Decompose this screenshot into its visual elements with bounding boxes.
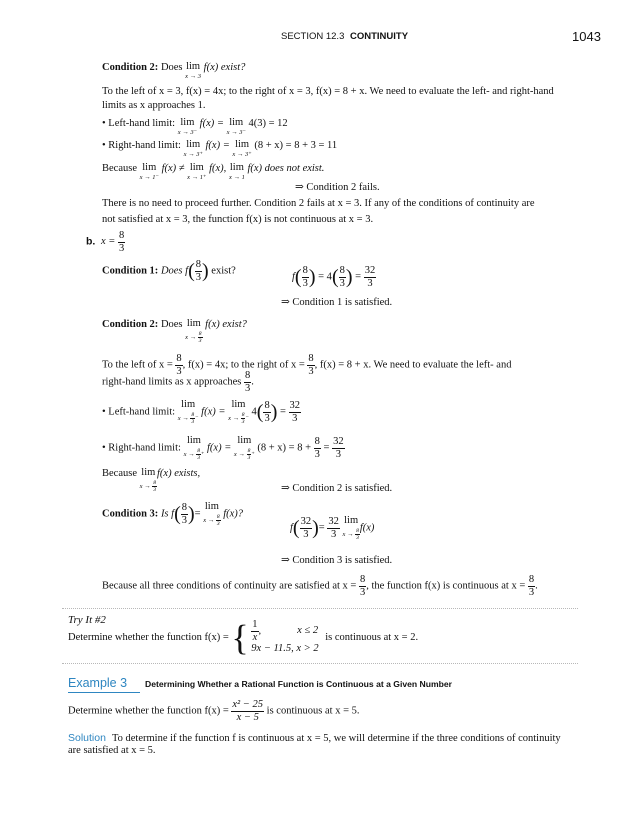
text: f(x) does not exist. (247, 163, 325, 174)
label: • Right-hand limit: (102, 140, 181, 151)
cond-label: Condition 2: (102, 319, 159, 330)
b-cond3-result: ⇒ Condition 3 is satisfied. (281, 555, 393, 566)
text: f(x) = (201, 406, 226, 418)
try-it-top-rule (62, 608, 578, 609)
part-label: b. (86, 235, 96, 248)
lim: lim (181, 399, 196, 410)
denominator: 3 (528, 586, 535, 598)
denominator: 3 (314, 448, 320, 460)
numerator: 32 (289, 400, 301, 411)
text: To determine if the function f is continuous at x = 5, we will determine if the three conditions of continuity (111, 733, 561, 744)
a-para2-line1: There is no need to proceed further. Condition 2 fails at x = 3. If any of the conditions of continuity are (102, 198, 535, 209)
example-underline (68, 692, 140, 693)
text: = 4 (318, 271, 332, 283)
numerator: 8 (118, 230, 125, 241)
text: = (355, 271, 362, 283)
denominator: 3 (330, 528, 337, 540)
denominator: 3 (356, 534, 359, 541)
denominator: 3 (302, 277, 308, 289)
numerator: 32 (333, 436, 344, 447)
text: f(x) exists, (157, 468, 201, 479)
text: To the left of x = (102, 359, 173, 371)
denominator: x − 5 (236, 711, 259, 723)
a-para2-line2: not satisfied at x = 3, the function f(x) is not continuous at x = 3. (102, 214, 374, 225)
text: Because (102, 468, 137, 479)
text: Determine whether the function f(x) = (68, 631, 229, 643)
denominator: 3 (195, 271, 201, 283)
cond-label: Condition 3: (102, 508, 159, 520)
b-cond3-equation: f( $\frac{32}{3}$ )= $\frac{32}{3}$ lim x → $\frac{8}{3}$ f(x) (290, 515, 375, 541)
lim-sub: x → 3⁺ (183, 150, 203, 158)
numerator: 32 (364, 265, 376, 276)
text: f (292, 271, 295, 283)
example-title: Determining Whether a Rational Function is Continuous at a Given Number (145, 679, 453, 689)
numerator: 32 (328, 516, 339, 527)
denominator: 3 (335, 448, 341, 460)
section-label (281, 31, 408, 42)
denominator: 3 (198, 337, 202, 344)
denominator: 3 (197, 454, 200, 461)
numerator: 8 (195, 259, 201, 270)
label: • Right-hand limit: (102, 442, 181, 454)
text: Does (160, 319, 183, 330)
denominator: 3 (359, 586, 366, 598)
label: • Left-hand limit: (102, 118, 176, 129)
denominator: 3 (216, 520, 220, 527)
denominator: 3 (241, 418, 245, 425)
numerator: 32 (300, 516, 312, 527)
text: f (290, 522, 293, 534)
denominator: x (252, 631, 258, 643)
numerator: 8 (528, 574, 535, 585)
case-1 (251, 619, 318, 643)
denominator: 3 (292, 412, 298, 424)
text: f(x) exist? (203, 62, 246, 73)
a-left-hand-limit (102, 118, 288, 136)
text: . (535, 580, 538, 592)
lim: lim (344, 515, 359, 526)
lim: lim (204, 501, 219, 512)
b-cond3-question: Condition 3: Is f( $\frac{8}{3}$ )= lim x → $\frac{8}{3}$ f(x)? (102, 501, 244, 527)
text: = (194, 508, 201, 520)
lim: lim (180, 117, 195, 128)
example-question (68, 699, 360, 723)
lim: lim (186, 139, 201, 150)
numerator: 8 (302, 265, 308, 276)
text: Is f (160, 508, 175, 520)
text: , the function f(x) is continuous at x = (366, 580, 526, 592)
text: (8 + x) = 8 + 3 = 11 (254, 140, 338, 151)
denominator: 3 (191, 418, 195, 425)
denominator: 3 (247, 454, 251, 461)
lim: lim (229, 117, 244, 128)
b-para-line2 (102, 370, 254, 394)
numerator: 8 (153, 479, 156, 486)
lim: lim (235, 139, 250, 150)
text: f(x) = (207, 442, 232, 454)
b-cond2-result: ⇒ Condition 2 is satisfied. (281, 483, 393, 494)
lim: lim (186, 435, 201, 446)
text: f(x), (209, 163, 227, 174)
text: f(x) (359, 522, 375, 534)
text: . (251, 376, 254, 388)
page-number: 1043 (572, 29, 601, 44)
text: x ≤ 2 (297, 625, 319, 637)
b-right-hand-limit: • Right-hand limit: lim x → $\frac{8}{3}$ ⁺ f(x) = lim x → $\frac{8}{3}$ ⁺ (8 + x) = 8 + $\frac{8}{3}$ = $\frac{32}{3}$ (102, 435, 344, 461)
numerator: 8 (264, 400, 270, 411)
text: Because (102, 163, 137, 174)
text: = (279, 406, 286, 418)
denominator: 3 (339, 277, 345, 289)
left-brace: { (231, 617, 249, 658)
numerator: 8 (247, 447, 251, 454)
numerator: 8 (308, 353, 314, 364)
text: 4 (251, 406, 257, 418)
b-conclusion (102, 574, 538, 598)
text: f(x) exist? (205, 319, 247, 330)
denominator: 3 (367, 277, 373, 289)
numerator: 8 (356, 527, 359, 534)
text: f(x)? (223, 508, 244, 520)
numerator: 8 (245, 370, 251, 381)
lim: lim (237, 435, 252, 446)
try-it-title: Try It #2 (68, 614, 106, 626)
numerator: 8 (314, 436, 320, 447)
solution-line1 (68, 732, 561, 744)
text: is continuous at x = 2. (325, 631, 419, 643)
text: right-hand limits as x approaches (102, 376, 242, 388)
denominator: 3 (153, 486, 156, 493)
a-because (102, 163, 324, 181)
numerator: 8 (197, 447, 200, 454)
lim: lim (229, 162, 244, 173)
denominator: 3 (264, 412, 270, 424)
a-para1-line1: To the left of x = 3, f(x) = 4x; to the right of x = 3, f(x) = 8 + x. We need to evaluate the left- and right-hand (102, 86, 554, 97)
text: = (323, 442, 330, 454)
text: = (318, 522, 325, 534)
lim: lim (141, 467, 156, 478)
a-cond2-fails: ⇒ Condition 2 fails. (295, 182, 380, 193)
cond-label: Condition 1: (102, 265, 159, 277)
numerator: 1 (252, 619, 258, 630)
numerator: 8 (176, 353, 182, 364)
denominator: 3 (118, 242, 125, 254)
numerator: 8 (359, 574, 366, 585)
numerator: 8 (198, 330, 202, 337)
denominator: 3 (245, 382, 251, 394)
text: Determine whether the function f(x) = (68, 705, 229, 717)
b-cond1-equation: f( $\frac{8}{3}$ ) = 4( $\frac{8}{3}$ ) = $\frac{32}{3}$ (292, 265, 376, 289)
try-it-body (68, 619, 418, 656)
b-cond1-question: Condition 1: Does f( $\frac{8}{3}$ ) exist? (102, 259, 236, 283)
a-right-hand-limit (102, 140, 337, 158)
section-number: SECTION 12.3 (281, 31, 345, 42)
b-cond1-result: ⇒ Condition 1 is satisfied. (281, 297, 393, 308)
numerator: 8 (241, 411, 245, 418)
text: (8 + x) = 8 + (257, 442, 312, 454)
text: is continuous at x = 5. (266, 705, 360, 717)
denominator: 3 (181, 514, 187, 526)
numerator: 8 (216, 513, 220, 520)
a-para1-line2: limits as x approaches 1. (102, 100, 206, 111)
numerator: x² − 25 (232, 699, 264, 710)
text: f(x) = (205, 140, 230, 151)
denominator: 3 (176, 365, 182, 377)
text: exist? (211, 265, 236, 277)
section-title: CONTINUITY (350, 31, 409, 42)
text: , f(x) = 4x; to the right of x = (182, 359, 305, 371)
lim: lim (189, 162, 204, 173)
b-left-hand-limit: • Left-hand limit: lim x → $\frac{8}{3}$ ⁻ f(x) = lim x → $\frac{8}{3}$ ⁻ 4( $\frac{8}{3}$ ) = $\frac{32}{3}$ (102, 399, 301, 425)
cond-label: Condition 2: (102, 62, 159, 73)
numerator: 8 (181, 502, 187, 513)
numerator: 8 (339, 265, 345, 276)
label: • Left-hand limit: (102, 406, 176, 418)
text: Does f (160, 265, 189, 277)
text: x = (100, 236, 116, 248)
text: Does (160, 62, 183, 73)
lim: lim (142, 162, 157, 173)
lim-sub: x → 3 (185, 72, 202, 80)
case-2: 9x − 11.5, x > 2 (251, 643, 319, 655)
lim: lim (231, 399, 246, 410)
lim: lim (186, 318, 201, 329)
text: 4(3) = 12 (248, 118, 288, 129)
denominator: 3 (308, 365, 314, 377)
piecewise-cases (251, 619, 318, 656)
try-it-bottom-rule (62, 663, 578, 664)
text: Because all three conditions of continuity are satisfied at x = (102, 580, 357, 592)
lim-sub: x → 1⁻ (139, 173, 159, 181)
lim-sub: x → 1⁺ (187, 173, 207, 181)
b-heading (86, 230, 125, 254)
text: , (258, 625, 262, 637)
example-label: Example 3 (68, 676, 128, 690)
text: , f(x) = 8 + x. We need to evaluate the left- and (314, 359, 512, 371)
a-cond2-question (102, 62, 245, 80)
b-cond2-question: Condition 2: Does lim x → $\frac{8}{3}$ f(x) exist? (102, 318, 247, 344)
lim-sub: x → 3⁺ (232, 150, 252, 158)
text: f(x) ≠ (161, 163, 185, 174)
text: f(x) = (199, 118, 224, 129)
solution-label: Solution (68, 732, 106, 744)
b-because: Because lim x → $\frac{8}{3}$ f(x) exists, (102, 467, 201, 493)
lim-sub: x → 3⁻ (177, 128, 198, 136)
solution-line2: are satisfied at x = 5. (68, 745, 156, 756)
lim-sub: x → 3⁻ (226, 128, 246, 136)
lim: lim (186, 61, 201, 72)
numerator: 8 (191, 411, 195, 418)
lim-sub: x → 1 (228, 173, 245, 181)
denominator: 3 (303, 528, 309, 540)
